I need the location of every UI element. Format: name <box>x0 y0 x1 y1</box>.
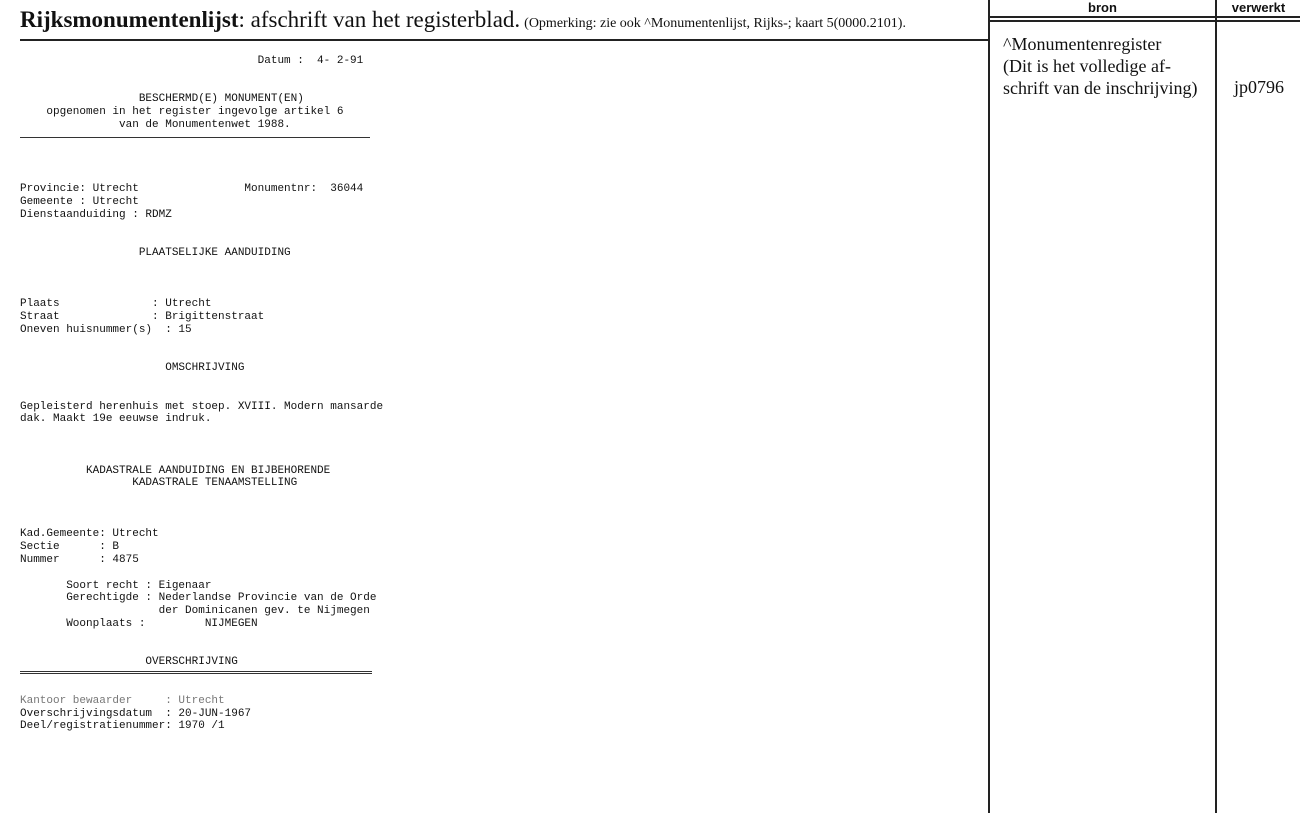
omschrijving-line: dak. Maakt 19e eeuwse indruk. <box>20 413 212 426</box>
sheet-end-rule <box>20 671 372 674</box>
title-divider <box>20 39 988 41</box>
overschrijving-heading: OVERSCHRIJVING <box>20 656 238 669</box>
kadaster-heading: KADASTRALE AANDUIDING EN BIJBEHORENDE <box>20 464 331 477</box>
monument-heading-line: van de Monumentenwet 1988. <box>20 118 291 131</box>
column-header-rule-bottom <box>988 20 1300 22</box>
sectie-line: Sectie : B <box>20 541 120 554</box>
woonplaats-line: Woonplaats : NIJMEGEN <box>20 618 258 631</box>
register-sheet <box>20 55 383 733</box>
title-subtitle: : afschrift van het registerblad. <box>238 7 521 32</box>
gerechtigde-line: Gerechtigde : Nederlandse Provincie van de Orde <box>20 592 377 605</box>
page-title <box>20 7 906 33</box>
verwerkt-column-heading: verwerkt <box>1231 0 1286 15</box>
dienst-line: Dienstaanduiding : RDMZ <box>20 208 172 221</box>
title-note: (Opmerking: zie ook ^Monumentenlijst, Rijks-; kaart 5(0000.2101). <box>524 16 906 31</box>
monument-heading-line: opgenomen in het register ingevolge artikel 6 <box>20 106 344 119</box>
plaats-line: Plaats : Utrecht <box>20 298 212 311</box>
gerechtigde-line: der Dominicanen gev. te Nijmegen <box>20 605 370 618</box>
deel-line: Deel/registratienummer: 1970 /1 <box>20 720 225 733</box>
soort-recht-line: Soort recht : Eigenaar <box>20 579 212 592</box>
kadaster-heading: KADASTRALE TENAAMSTELLING <box>20 477 298 490</box>
title-main: Rijksmonumentenlijst <box>20 7 239 32</box>
monument-heading-line: BESCHERMD(E) MONUMENT(EN) <box>20 93 304 106</box>
verwerkt-code: jp0796 <box>1234 77 1285 97</box>
plaatselijk-heading: PLAATSELIJKE AANDUIDING <box>20 246 291 259</box>
straat-line: Straat : Brigittenstraat <box>20 310 265 323</box>
provincie-line: Provincie: Utrecht Monumentnr: 36044 <box>20 182 364 195</box>
omschrijving-line: Gepleisterd herenhuis met stoep. XVIII. Modern mansarde <box>20 400 384 413</box>
datum-line: Datum : 4- 2-91 <box>20 55 364 67</box>
bron-reference <box>1003 33 1215 99</box>
bron-line: (Dit is het volledige af- <box>1003 56 1171 76</box>
gemeente-line: Gemeente : Utrecht <box>20 195 139 208</box>
bron-column-heading: bron <box>1088 0 1117 15</box>
column-divider-verwerkt <box>1215 0 1217 813</box>
kantoor-line: Kantoor bewaarder : Utrecht <box>20 694 225 707</box>
overschrijvingsdatum-line: Overschrijvingsdatum : 20-JUN-1967 <box>20 707 252 720</box>
huisnummer-line: Oneven huisnummer(s) : 15 <box>20 323 192 336</box>
omschrijving-heading: OMSCHRIJVING <box>20 362 245 375</box>
sheet-divider <box>20 137 370 138</box>
column-header-rule-top <box>988 16 1300 18</box>
column-divider-bron <box>988 0 990 813</box>
kad-gemeente-line: Kad.Gemeente: Utrecht <box>20 528 159 541</box>
bron-line: schrift van de inschrijving) <box>1003 78 1198 98</box>
bron-line: ^Monumentenregister <box>1003 34 1162 54</box>
nummer-line: Nummer : 4875 <box>20 554 139 567</box>
